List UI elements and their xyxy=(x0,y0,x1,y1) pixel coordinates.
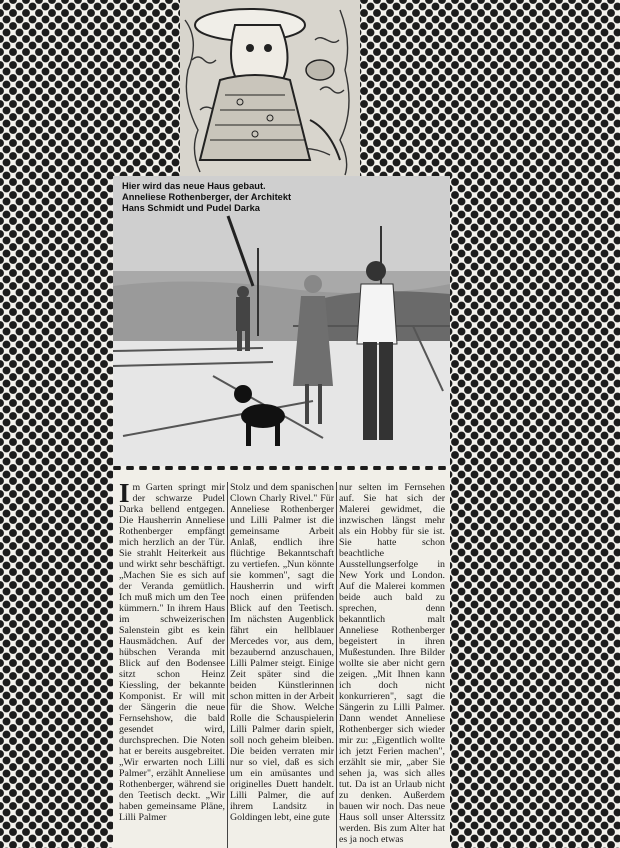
painted-figure-image xyxy=(180,0,360,176)
article-text-column-3: nur selten im Fernsehen auf. Sie hat sich der Malerei gewidmet, die inzwischen längst mehr als ein Hobby für sie ist. Sie hatte schon beachtliche Ausstellungserfolge in New York und London. Auf die Malerei kommen beide auch bald zu sprechen, denn bekanntlich malt Anneliese Rothenberger begeistert in ihren Mußestunden. Ihre Bilder wollte sie aber nicht gern zeigen. „Mit Ihnen kann ich doch nicht konkurrieren", sagt die Sängerin zu Lilli Palmer. Dann wendet Anneliese Rothenberger sich wieder mir zu: „Eigentlich wollte ich jetzt Ferien machen", erzählt sie mir, „aber Sie sehen ja, was sich alles tut. Da ist an Urlaub nicht zu denken. Außerdem bauen wir noch. Das neue Haus soll unser Alterssitz werden. Bis zum Alter hat es ja noch etwas xyxy=(339,482,445,845)
photo-caption: Hier wird das neue Haus gebaut. Anneliese Rothenberger, der Architekt Hans Schmidt und Pudel Darka xyxy=(122,181,292,214)
house-construction-image xyxy=(113,176,450,466)
article-text-column-2: Stolz und dem spanischen Clown Charly Rivel." Für Anneliese Rothenberger und Lilli Palmer ist die gemeinsame Arbeit Anlaß, endlich ihre flüchtige Bekanntschaft zu vertiefen. „Nun könnte sie kommen", sagt die Hausherrin und wirft noch einen prüfenden Blick auf den Teetisch. Im nächsten Augenblick fährt ein hellblauer Mercedes vor, aus dem, bezaubernd anzuschauen, Lilli Palmer steigt. Einige Zeit später sind die beiden Künstlerinnen schon mitten in der Arbeit für die Show. Welche Rolle die Schauspielerin Lilli Palmer darin spielt, soll noch geheim bleiben. Die beiden verraten mir nur so viel, daß es sich um ein amüsantes und originelles Duett handelt. Lilli Palmer, die auf ihrem Landsitz in Goldingen lebt, eine gute xyxy=(230,482,334,823)
painting-illustration xyxy=(180,0,360,176)
construction-photo xyxy=(113,176,450,466)
article-body xyxy=(113,470,450,848)
article-column-1 xyxy=(117,478,227,848)
article-column-3 xyxy=(337,482,447,848)
article-text-column-1: m Garten springt mir der schwarze Pudel Darka bellend entgegen. Die Hausherrin Anneliese Rothenberger empfängt mich herzlich an der Tür. Sie strahlt Heiterkeit aus und wirkt sehr beschäftigt. „Machen Sie es sich auf der Veranda gemütlich. Ich muß mich um den Tee kümmern." In ihrem Haus im schweizerischen Salenstein gibt es kein Hausmädchen. Auf der hübschen Veranda mit Blick auf den Bodensee sitzt schon Heinz Kiessling, der bekannte Komponist. Er will mit der Sängerin die neue Fernsehshow, die bald gesendet wird, durchsprechen. Die Noten hat er bereits ausgebreitet. „Wir erwarten noch Lilli Palmer", erzählt Anneliese Rothenberger, während sie den Teetisch deckt. „Wir haben gemeinsame Pläne, Lilli Palmer xyxy=(119,482,225,823)
article-column-2 xyxy=(227,482,337,848)
drop-cap: I xyxy=(119,478,130,508)
